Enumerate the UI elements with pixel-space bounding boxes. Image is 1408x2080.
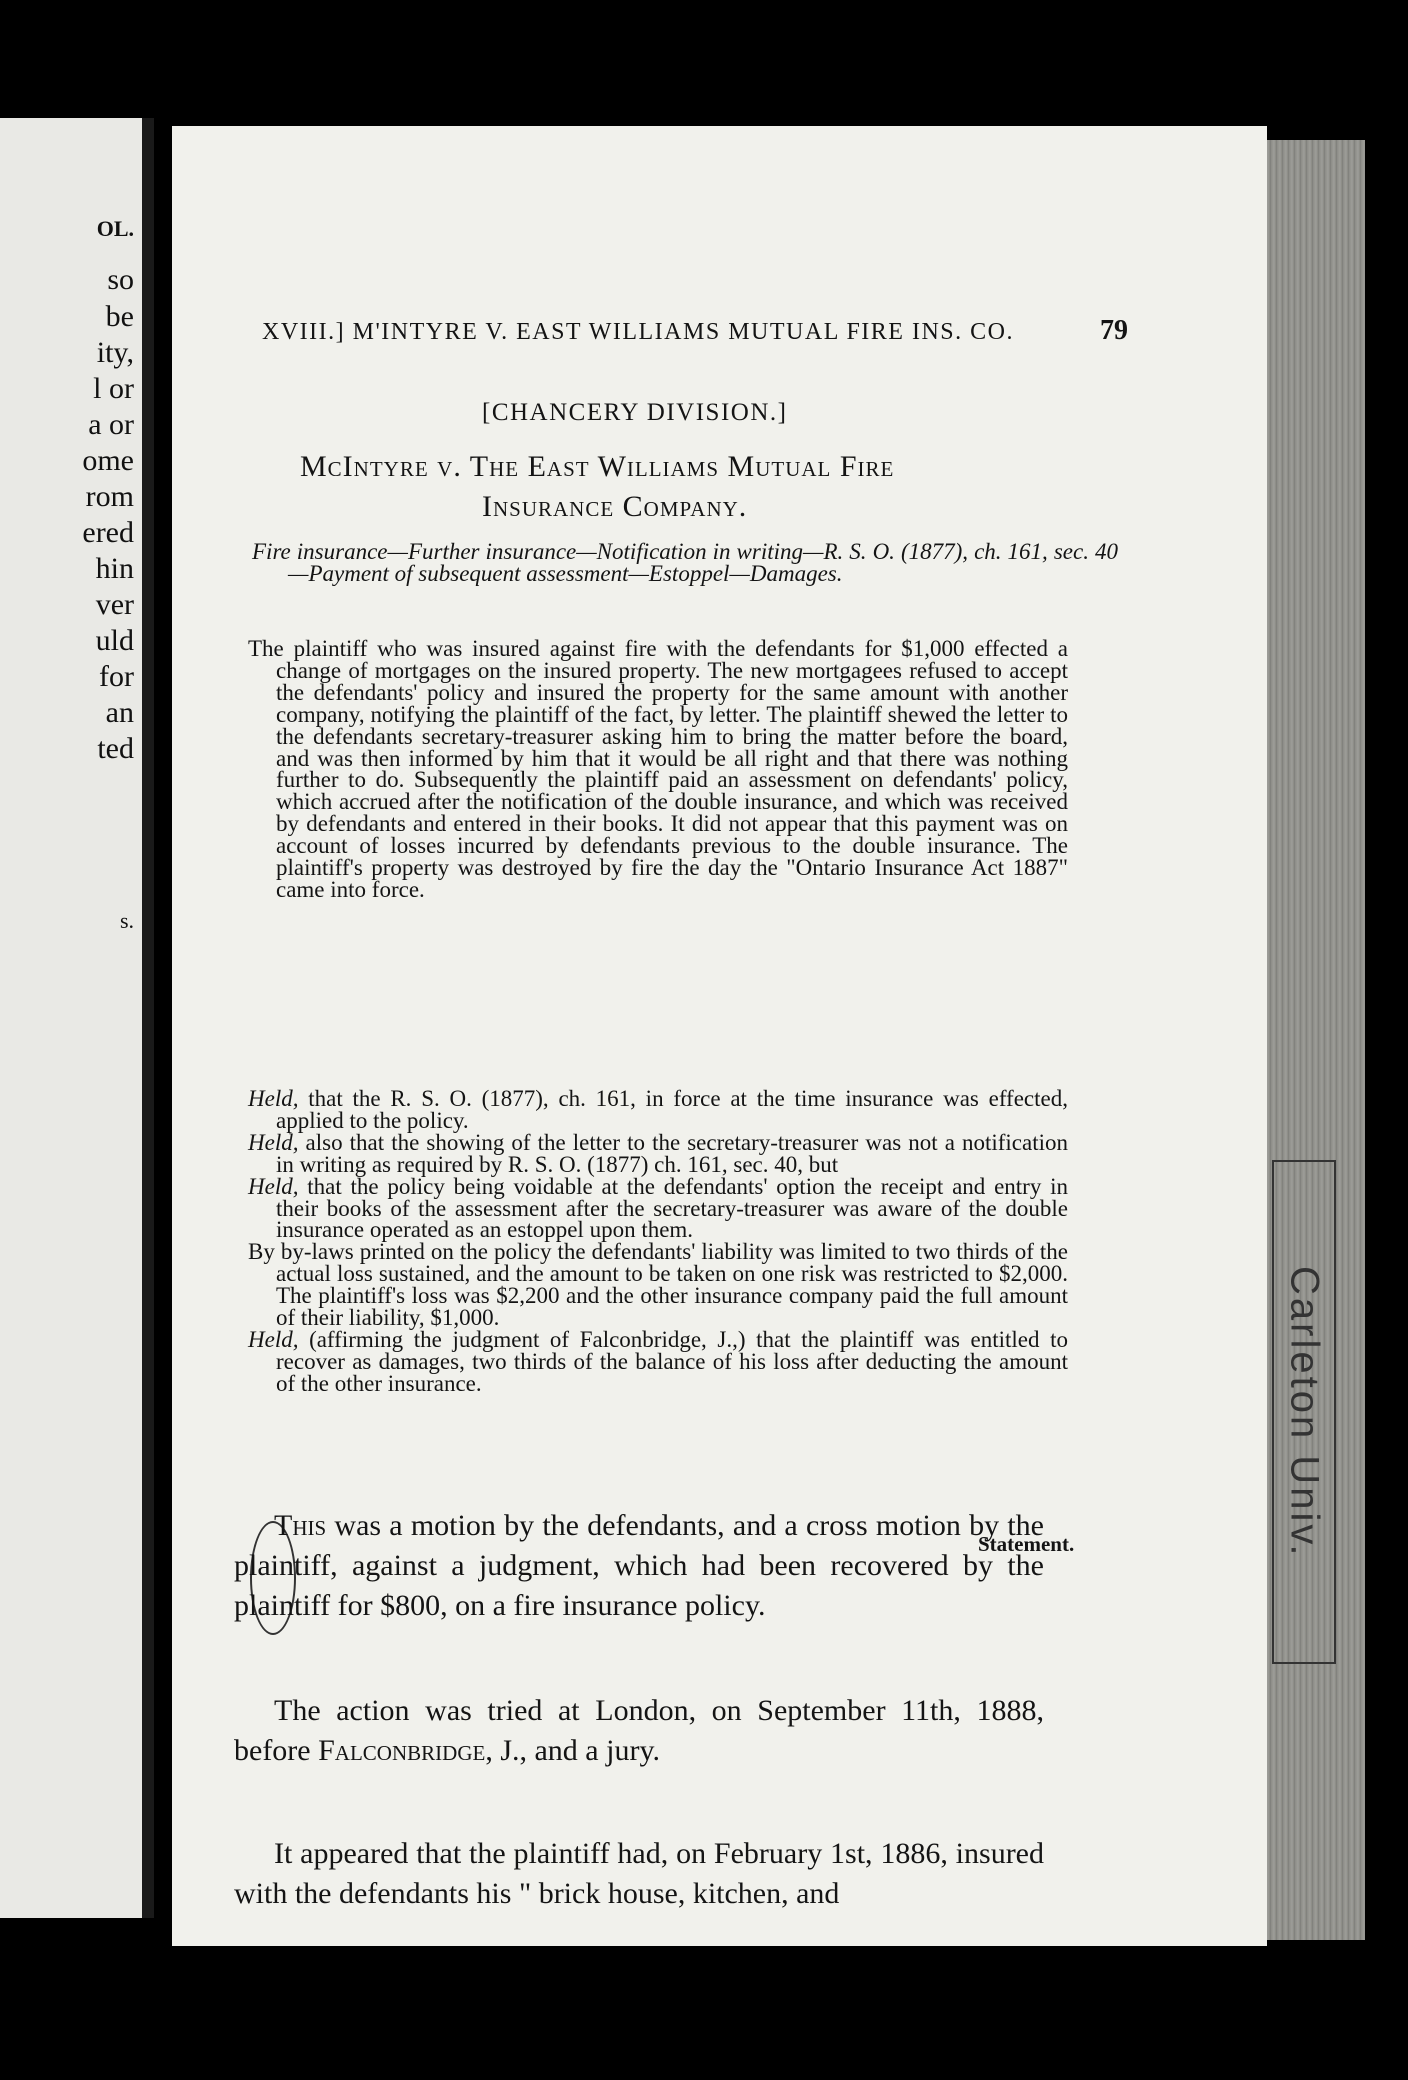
running-head: XVIII.] M'INTYRE V. EAST WILLIAMS MUTUAL FIRE INS. CO. bbox=[262, 319, 1014, 345]
facing-page-fragment: ver bbox=[95, 588, 134, 621]
paragraph-text: , J., and a jury. bbox=[485, 1734, 660, 1767]
head-note bbox=[248, 638, 1068, 901]
book-page bbox=[172, 126, 1267, 1946]
paragraph-lead: This bbox=[274, 1509, 327, 1542]
judge-name: Falconbridge bbox=[318, 1734, 486, 1767]
holding-text: also that the showing of the letter to the secretary-treasurer was not a notification in writing as required by R. S. O. (1877) ch. 161, sec. 40, but bbox=[276, 1129, 1068, 1177]
facts-paragraph: It appeared that the plaintiff had, on February 1st, 1886, insured with the defendants his " brick house, kitchen, and bbox=[234, 1837, 1044, 1910]
holding-paragraph bbox=[248, 1326, 1068, 1396]
facing-page-fragment: an bbox=[105, 696, 134, 729]
holding-lead: Held, bbox=[248, 1326, 299, 1352]
facing-page-fragment: l or bbox=[93, 372, 134, 405]
facing-page-fragment: a or bbox=[88, 408, 134, 441]
holding-text: (affirming the judgment of Falconbridge, J.,) that the plaintiff was entitled to recover as damages, two thirds of the balance of his loss after deducting the amount of the other insurance. bbox=[276, 1326, 1068, 1396]
catchwords: Fire insurance—Further insurance—Notification in writing—R. S. O. (1877), ch. 161, sec. 40—Payment of subsequent assessment—Estoppel—Damages. bbox=[252, 539, 1118, 586]
facing-page-fragment: ered bbox=[82, 516, 134, 549]
holding-paragraph bbox=[248, 1129, 1068, 1177]
margin-note: Statement. bbox=[978, 1532, 1075, 1556]
holding-lead: Held, bbox=[248, 1173, 299, 1199]
trial-paragraph bbox=[234, 1691, 1044, 1771]
facing-page-fragment: OL. bbox=[96, 216, 134, 241]
statement-paragraph bbox=[234, 1506, 1044, 1626]
holding-text: that the policy being voidable at the defendants' option the receipt and entry in their books of the assessment after the secretary-treasurer was aware of the double insurance operated as an estoppel upon them. bbox=[276, 1173, 1068, 1243]
holdings bbox=[248, 1088, 1068, 1395]
holding-lead: Held, bbox=[248, 1086, 299, 1111]
holding-paragraph bbox=[248, 1173, 1068, 1243]
facing-page-fragment: ome bbox=[82, 444, 134, 477]
holding-text: By by-laws printed on the policy the defendants' liability was limited to two thirds of the actual loss sustained, and the amount to be taken on one risk was restricted to $2,000. The plaintiff's loss was $2,200 and the other insurance company paid the full amount of their liability, $1,000. bbox=[248, 1239, 1068, 1331]
page-edge bbox=[1265, 140, 1365, 1940]
facing-page-fragment: be bbox=[105, 300, 134, 333]
paragraph-text: The action was tried at London, on September 11th, 1888, before bbox=[234, 1694, 1044, 1767]
holding-paragraph bbox=[248, 1088, 1068, 1132]
case-title-line2 bbox=[482, 490, 747, 524]
facing-page-fragment: rom bbox=[85, 480, 134, 513]
page-number: 79 bbox=[1100, 315, 1128, 346]
holding-paragraph bbox=[248, 1241, 1068, 1329]
holding-lead: Held, bbox=[248, 1129, 299, 1155]
facing-page-fragment: ted bbox=[97, 732, 134, 765]
holding-text: that the R. S. O. (1877), ch. 161, in force at the time insurance was effected, applied to the policy. bbox=[276, 1086, 1068, 1133]
facing-page-fragment: for bbox=[99, 660, 134, 693]
facing-page-fragment: uld bbox=[95, 624, 134, 657]
facing-page-fragment: ity, bbox=[96, 336, 134, 369]
paragraph-text: was a motion by the defendants, and a cross motion by the plaintiff, against a judgment, which had been recovered by the plaintiff for $800, on a fire insurance policy. bbox=[234, 1509, 1044, 1622]
facing-page-fragment: so bbox=[107, 263, 134, 296]
case-title-line1 bbox=[300, 450, 894, 484]
facing-page-fragment: hin bbox=[95, 552, 134, 585]
facing-page-fragment: s. bbox=[119, 908, 134, 933]
case-title-text: McIntyre v. The East Williams Mutual Fire bbox=[300, 450, 895, 483]
library-stamp: Carleton Univ. bbox=[1272, 1160, 1336, 1664]
court-division: [CHANCERY DIVISION.] bbox=[482, 399, 788, 426]
case-title-text: Insurance Company. bbox=[482, 490, 748, 523]
head-note-paragraph: The plaintiff who was insured against fire with the defendants for $1,000 effected a change of mortgages on the insured property. The new mortgagees refused to accept the defendants' policy and insured the property for the same amount with another company, notifying the plaintiff of the fact, by letter. The plaintiff shewed the letter to the defendants secretary-treasurer asking him to bring the matter before the board, and was then informed by him that it would be all right and that there was nothing further to do. Subsequently the plaintiff paid an assessment on defendants' policy, which accrued after the notification of the double insurance, and which was received by defendants and entered in their books. It did not appear that this payment was on account of losses incurred by defendants previous to the double insurance. The plaintiff's property was destroyed by fire the day the "Ontario Insurance Act 1887" came into force. bbox=[248, 636, 1068, 902]
facing-page bbox=[0, 118, 154, 1918]
